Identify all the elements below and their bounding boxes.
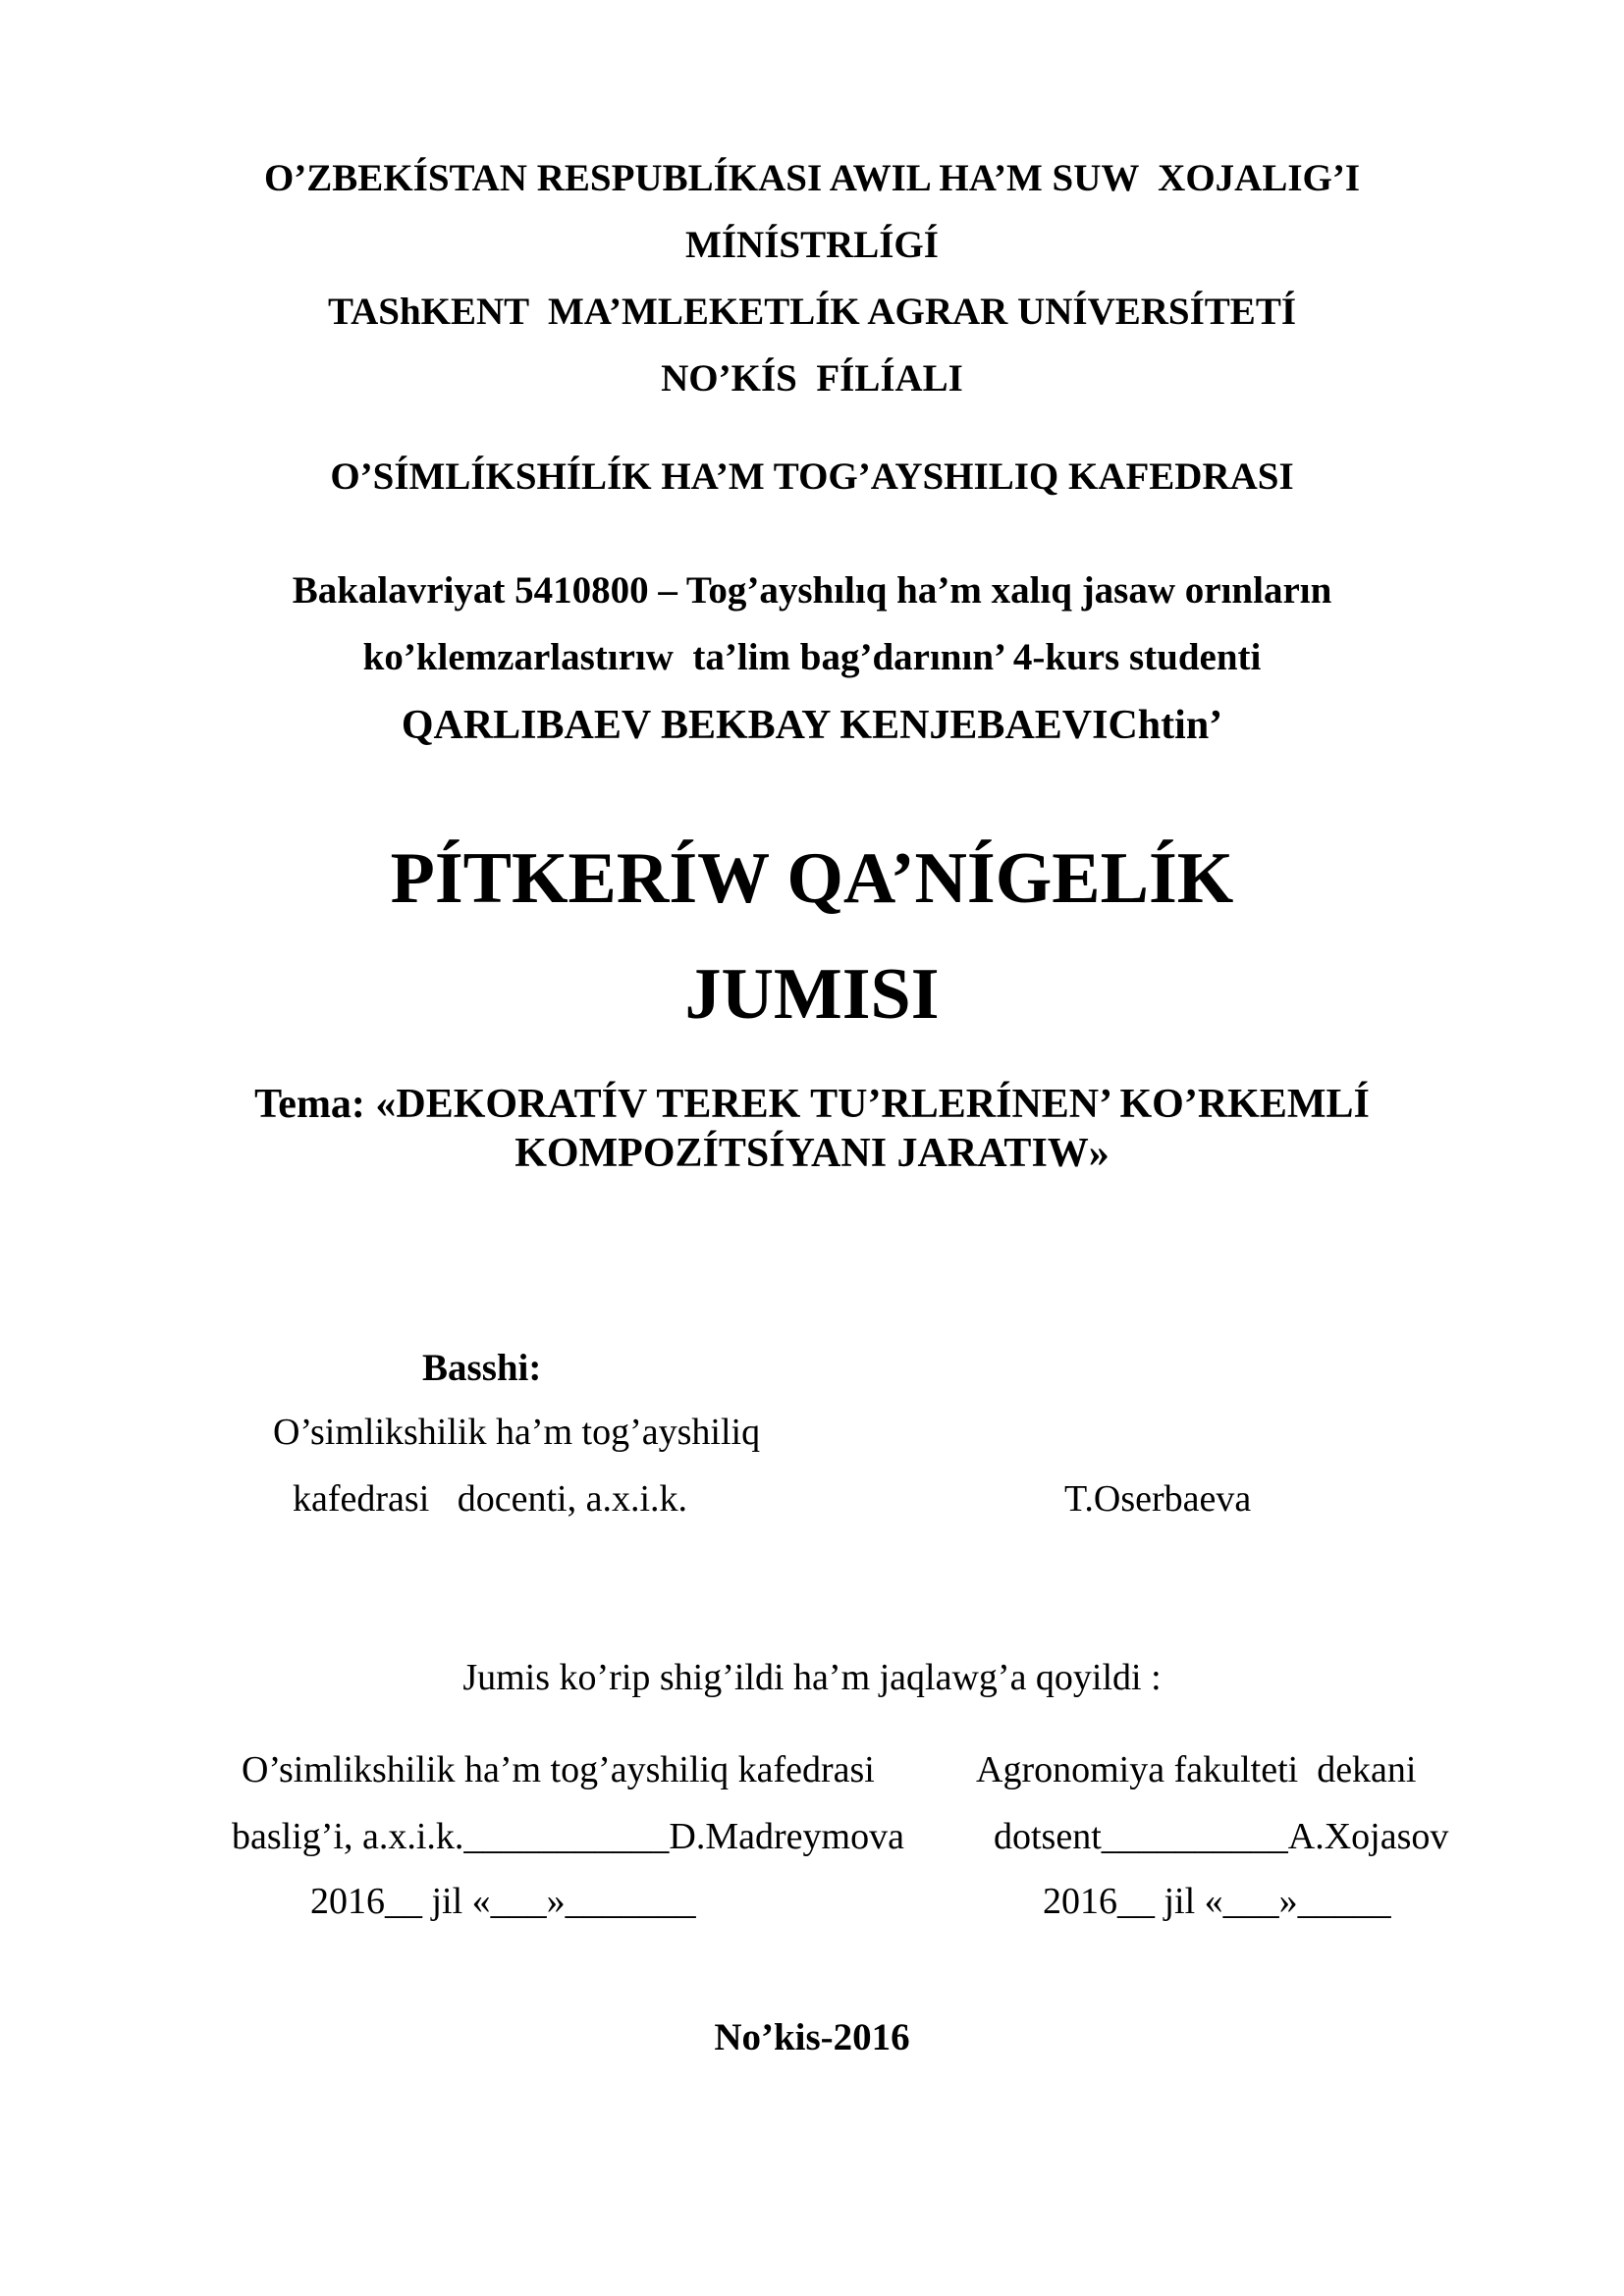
ministry-line-2: MÍNÍSTRLÍGÍ — [685, 224, 939, 266]
approval-left-date: 2016__ jil «___»_______ — [310, 1881, 696, 1922]
university-name: TAShKENT MA’MLEKETLÍK AGRAR UNÍVERSÍTETÍ — [327, 291, 1297, 333]
supervisor-name: T.Oserbaeva — [1064, 1478, 1252, 1520]
ministry-line-1: O’ZBEKÍSTAN RESPUBLÍKASI AWIL HA’M SUW XOJALIG’I — [263, 157, 1361, 199]
place-and-year: No’kis-2016 — [714, 2016, 910, 2058]
approval-right-date: 2016__ jil «___»_____ — [1043, 1881, 1391, 1922]
topic-line-1: Tema: «DEKORATÍV TEREK TU’RLERÍNEN’ KO’RKEMLÍ — [254, 1082, 1370, 1127]
branch-name: NO’KÍS FÍLÍALI — [661, 357, 963, 400]
approval-right-line-2: dotsent__________A.Xojasov — [994, 1816, 1449, 1857]
supervisor-role-line-1: O’simlikshilik ha’m tog’ayshiliq — [273, 1412, 761, 1453]
approval-statement: Jumis ko’rip shig’ildi ha’m jaqlawg’a qoyildi : — [462, 1657, 1162, 1698]
student-program-line-1: Bakalavriyat 5410800 – Tog’ayshılıq ha’m xalıq jasaw orınların — [292, 569, 1332, 612]
topic-line-2: KOMPOZÍTSÍYANI JARATIW» — [514, 1131, 1110, 1176]
document-title-line-1: PÍTKERÍW QA’NÍGELÍK — [390, 838, 1234, 919]
student-name: QARLIBAEV BEKBAY KENJEBAEVIChtin’ — [401, 703, 1223, 748]
document-title-line-2: JUMISI — [684, 954, 940, 1035]
supervisor-label: Basshi: — [422, 1347, 542, 1389]
approval-left-line-1: O’simlikshilik ha’m tog’ayshiliq kafedrasi — [242, 1749, 875, 1790]
approval-right-line-1: Agronomiya fakulteti dekani — [976, 1749, 1417, 1790]
department-name: O’SÍMLÍKSHÍLÍK HA’M TOG’AYSHILIQ KAFEDRASI — [330, 455, 1294, 498]
supervisor-role-line-2: kafedrasi docenti, a.x.i.k. — [293, 1478, 688, 1520]
student-program-line-2: ko’klemzarlastırıw ta’lim bag’darının’ 4-kurs studenti — [362, 636, 1262, 678]
approval-left-line-2: baslig’i, a.x.i.k.___________D.Madreymova — [232, 1816, 904, 1857]
